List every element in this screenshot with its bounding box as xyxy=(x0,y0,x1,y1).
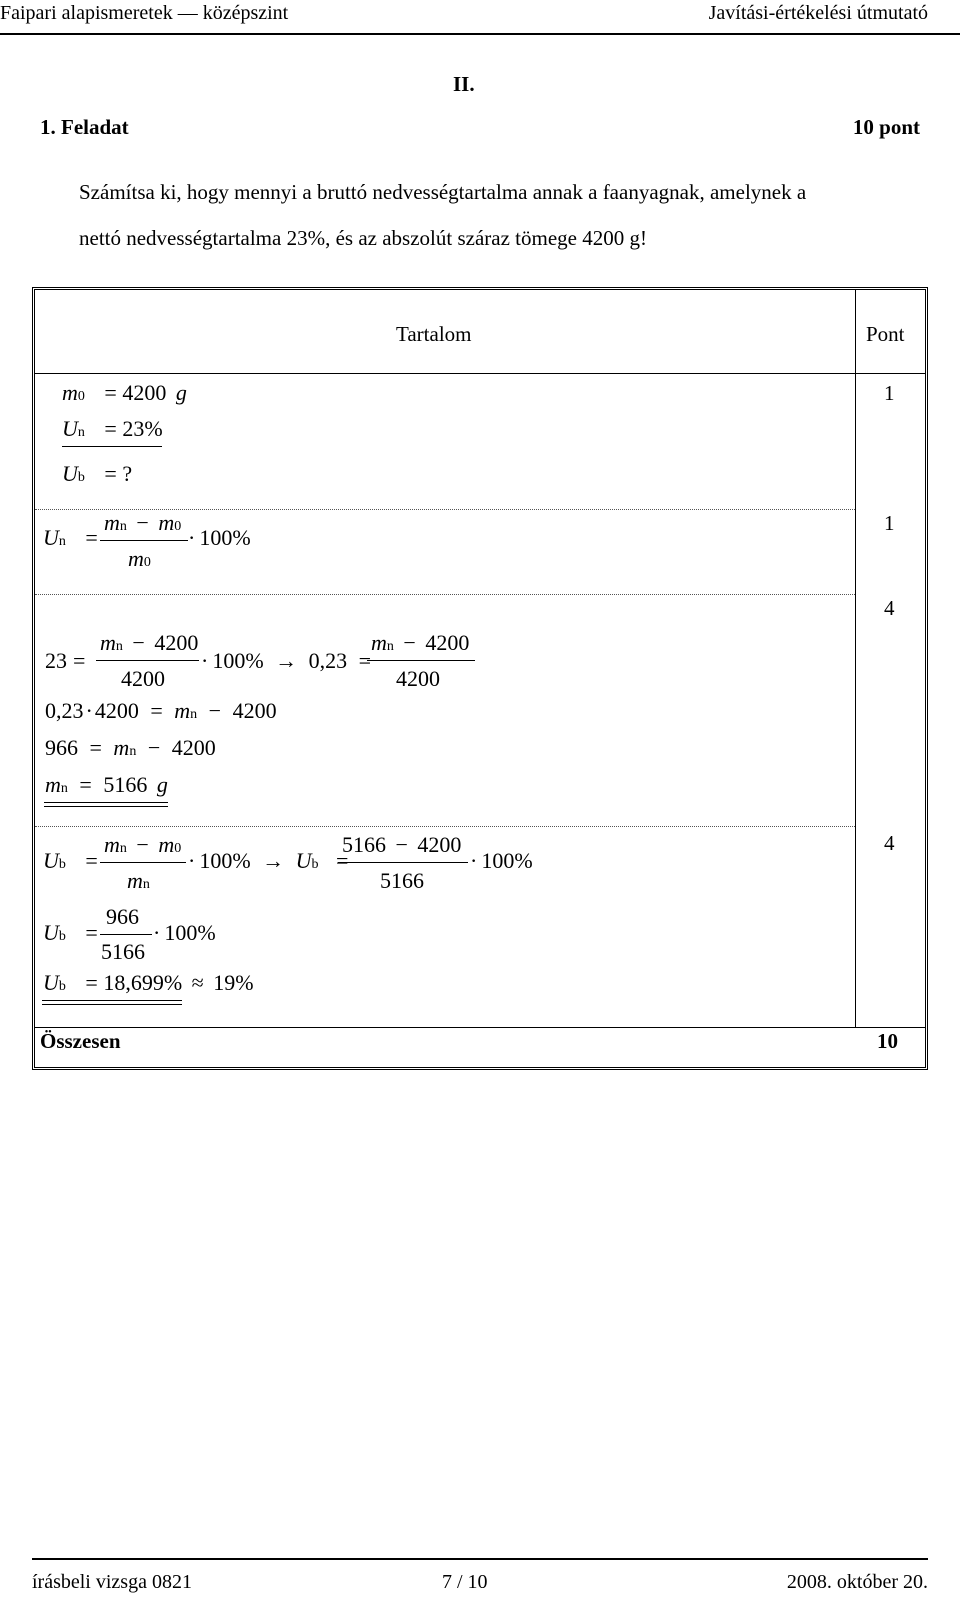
fraction-bar xyxy=(367,660,475,661)
fraction-bar xyxy=(100,934,152,935)
col-content-header: Tartalom xyxy=(396,322,472,346)
formula-un-numerator: mn − m0 xyxy=(104,510,182,535)
ub-value-factor: · 100% xyxy=(153,920,216,945)
fraction-bar xyxy=(96,660,199,661)
ub-subst-denominator: 5166 xyxy=(380,868,424,893)
given-m0: m0 = 4200 g xyxy=(62,380,187,405)
fraction-bar xyxy=(100,862,186,863)
eq3: 0,23·4200 = mn − 4200 xyxy=(45,698,277,723)
ub-subst-numerator: 5166 − 4200 xyxy=(342,832,462,857)
formula-ub-factor: · 100% → Ub = xyxy=(188,848,349,873)
header-divider xyxy=(35,373,925,374)
row-points: 4 xyxy=(884,831,895,855)
eq2-denominator: 4200 xyxy=(396,666,440,691)
ub-value-lhs: Ub = xyxy=(43,920,98,945)
col-points-header: Pont xyxy=(866,322,905,346)
total-label: Összesen xyxy=(40,1029,121,1053)
task-title: 1. Feladat xyxy=(40,115,129,139)
row-divider xyxy=(35,594,855,595)
eq1-denominator: 4200 xyxy=(121,666,165,691)
given-un: Un = 23% xyxy=(62,416,163,441)
result-mn: mn = 5166 g xyxy=(45,772,168,797)
column-divider xyxy=(855,290,856,1027)
total-divider xyxy=(35,1027,925,1028)
ub-value-denominator: 5166 xyxy=(101,939,145,964)
eq1-numerator: mn − 4200 xyxy=(100,630,199,655)
section-title: II. xyxy=(453,72,475,96)
row-points: 1 xyxy=(884,381,895,405)
footer-center: 7 / 10 xyxy=(442,1571,488,1593)
formula-ub-denominator: mn xyxy=(127,868,150,893)
eq4: 966 = mn − 4200 xyxy=(45,735,216,760)
given-underline xyxy=(62,446,162,447)
result-ub: Ub = 18,699% ≈ 19% xyxy=(43,970,254,995)
formula-ub-numerator: mn − m0 xyxy=(104,832,182,857)
formula-ub-lhs: Ub = xyxy=(43,848,98,873)
eq1-lhs: 23 = xyxy=(45,648,86,673)
ub-value-numerator: 966 xyxy=(106,904,139,929)
ub-subst-factor: · 100% xyxy=(470,848,533,873)
given-ub: Ub = ? xyxy=(62,461,133,486)
formula-un-denominator: m0 xyxy=(128,546,151,571)
formula-un-factor: · 100% xyxy=(188,525,251,550)
footer-rule xyxy=(32,1558,928,1560)
header-left: Faipari alapismeretek — középszint xyxy=(0,2,289,24)
result-double-underline xyxy=(44,802,168,807)
result-double-underline xyxy=(42,1000,182,1005)
row-divider xyxy=(35,826,855,827)
footer-left: írásbeli vizsga 0821 xyxy=(32,1571,192,1593)
header-rule xyxy=(0,33,960,35)
task-text-line1: Számítsa ki, hogy mennyi a bruttó nedvességtartalma annak a faanyagnak, amelynek a xyxy=(79,180,807,204)
task-points: 10 pont xyxy=(852,115,920,139)
task-text-line2: nettó nedvességtartalma 23%, és az abszolút száraz tömege 4200 g! xyxy=(79,226,647,250)
fraction-bar xyxy=(338,862,468,863)
header-right: Javítási-értékelési útmutató xyxy=(708,2,928,24)
eq1-factor: · 100% → 0,23 = xyxy=(201,648,372,673)
fraction-bar xyxy=(100,540,188,541)
row-points: 1 xyxy=(884,511,895,535)
formula-un-lhs: Un = xyxy=(43,525,98,550)
row-points: 4 xyxy=(884,596,895,620)
eq2-numerator: mn − 4200 xyxy=(371,630,470,655)
footer-right: 2008. október 20. xyxy=(786,1571,928,1593)
total-value: 10 xyxy=(877,1029,898,1053)
